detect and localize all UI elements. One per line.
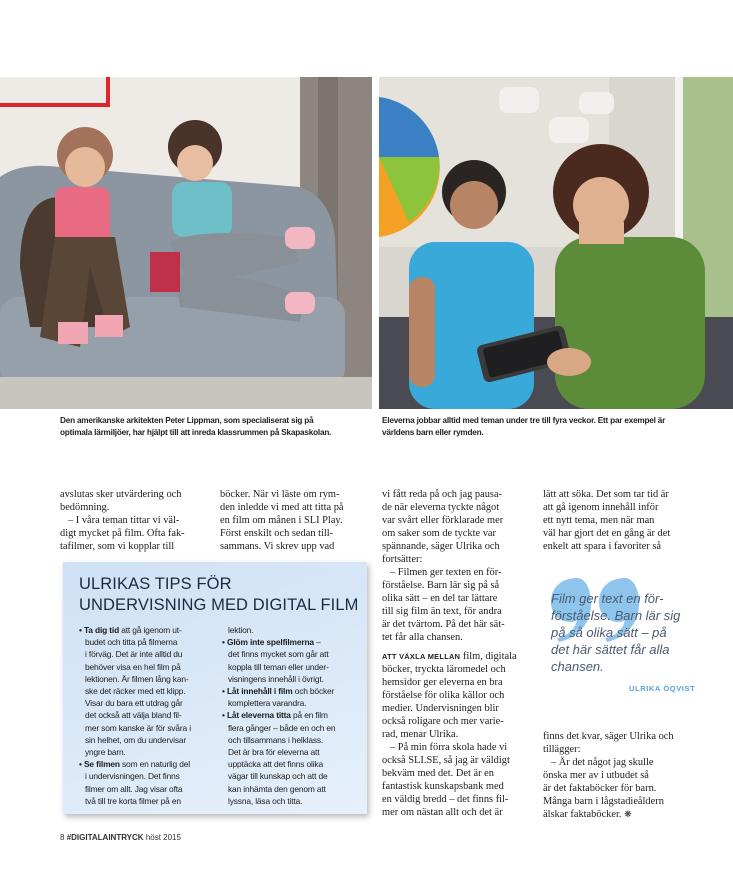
tip-line: sin helhet, om du undervisar	[85, 734, 187, 745]
tip-line: mer som kanske är för svåra i	[85, 722, 191, 733]
tip-line: • Ta dig tid att gå igenom ut-	[79, 625, 182, 635]
article-column-4-continued: finns det kvar, säger Ulrika och tillägger: – Är det något jag skulle önska mer av i utbudet så är det faktaböcker för barn. Många barn i lågstadieåldern älskar faktaböcker. ❋	[543, 731, 674, 820]
tip-line: upptäcka att det finns olika	[228, 759, 323, 770]
tip-line: Visar du bara ett utdrag går	[85, 698, 183, 709]
quote-author: ULRIKA ÖQVIST	[629, 684, 696, 693]
tip-line: kan inhämta den genom att	[228, 783, 326, 794]
tip-line: • Se filmen som en naturlig del	[79, 759, 190, 770]
tip-line: vägar till kunskap och att de	[228, 771, 328, 782]
tip-line: lyssna, läsa och titta.	[228, 795, 303, 806]
tip-line: budet och titta på filmerna	[85, 637, 178, 648]
tip-line: lektion.	[228, 625, 254, 635]
tip-line: det finns mycket som går att	[228, 649, 329, 660]
article-column-2: böcker. När vi läste om rym- den inledde vi med att titta på en film om månen i SLI Play. Först enskilt och sedan till- sammans. Vi skrev upp vad	[220, 489, 344, 552]
section-subhead: ATT VÄXLA MELLAN	[382, 652, 461, 661]
pull-quote	[545, 572, 705, 692]
tips-column-right	[222, 624, 335, 807]
tip-line: i undervisningen. Det finns	[85, 771, 180, 782]
page-number: 8	[60, 833, 65, 842]
end-mark-icon: ❋	[624, 809, 632, 819]
tip-line: lektionen. Är filmen lång kan-	[85, 673, 189, 684]
tip-line: • Låt eleverna titta på en film	[222, 710, 328, 721]
tips-column-left	[79, 624, 191, 807]
tip-line: yngre barn.	[85, 747, 126, 758]
tip-line: behöver visa en hel film på	[85, 661, 181, 672]
quote-text: Film ger text en för- förståelse. Barn lär sig på så olika sätt – på det här sättet får alla chansen.	[551, 591, 681, 674]
article-column-1: avslutas sker utvärdering och bedömning. – I våra teman tittar vi väl- digt mycket på film. Ofta fak- tafilmer, som vi kopplar till	[60, 489, 185, 552]
photo-girls-on-sofa	[0, 77, 372, 409]
tip-line: ske det räcker med ett klipp.	[85, 686, 186, 697]
tip-line: • Glöm inte spelfilmerna –	[222, 637, 321, 648]
issue-label: höst 2015	[145, 833, 181, 842]
article-column-3: vi fått reda på och jag pausa- de när eleverna tyckte något var svårt eller förklarade mer om saker som de tyckte var spännande, säger Ulrika och fortsätter: – Filmen ger texten en för- förståelse. Barn lär sig på så olika sätt – en del tar lättare till sig film än text, för andra är det tvärtom. På det här sät- tet får alla chansen. ATT VÄXLA MELLAN film, digitala böcker, tryckta läromedel och hemsidor ger eleverna en bra förståelse för olika källor och medier. Undervisningen blir också roligare och mer varie- rad, menar Ulrika. – På min förra skola hade vi också SLI.SE, så jag är väldigt bekväm med det. Det är en fantastisk kunskapsbank med en väldig bredd – det finns fil- mer om nästan allt och det är	[382, 489, 517, 818]
photo-caption-left: Den amerikanske arkitekten Peter Lippman, som specialiserat sig på optimala lärmiljöer, har hjälpt till att inreda klassrummen på Skapaskolan.	[60, 416, 332, 437]
magazine-brand: #DIGITALAINTRYCK	[66, 833, 144, 842]
tip-line: koppla till teman eller under-	[228, 661, 329, 672]
tip-line: • Låt innehåll i film och böcker	[222, 686, 335, 697]
article-column-4: lätt att söka. Det som tar tid är att gå igenom innehåll inför ett nytt tema, men när man väl har gjort det en gång är det enkelt att spara i favoriter så	[543, 489, 671, 552]
subhead-line: ATT VÄXLA MELLAN film, digitala	[382, 651, 517, 662]
tip-line: Det är bra för eleverna att	[228, 747, 320, 758]
tip-line: och tillsammans i helklass.	[228, 734, 324, 745]
page-footer	[60, 833, 181, 842]
tip-line: komplettera varandra.	[228, 698, 307, 709]
tips-box	[63, 562, 367, 814]
photo-boy-and-teacher-with-tablet	[379, 77, 733, 409]
tips-title: ULRIKAS TIPS FÖR UNDERVISNING MED DIGITAL FILM	[79, 575, 359, 614]
tip-line: visningens innehåll i övrigt.	[228, 673, 324, 684]
photo-caption-right: Eleverna jobbar alltid med teman under tre till fyra veckor. Ett par exempel är världens barn eller rymden.	[382, 416, 666, 437]
tip-line: det också att välja bland fil-	[85, 710, 182, 721]
tip-line: i förväg. Det är inte alltid du	[85, 649, 183, 660]
tip-line: två till tre korta filmer på en	[85, 795, 181, 806]
tip-line: filmer om allt. Jag visar ofta	[85, 783, 183, 794]
tip-line: flera gånger – både en och en	[228, 722, 336, 733]
